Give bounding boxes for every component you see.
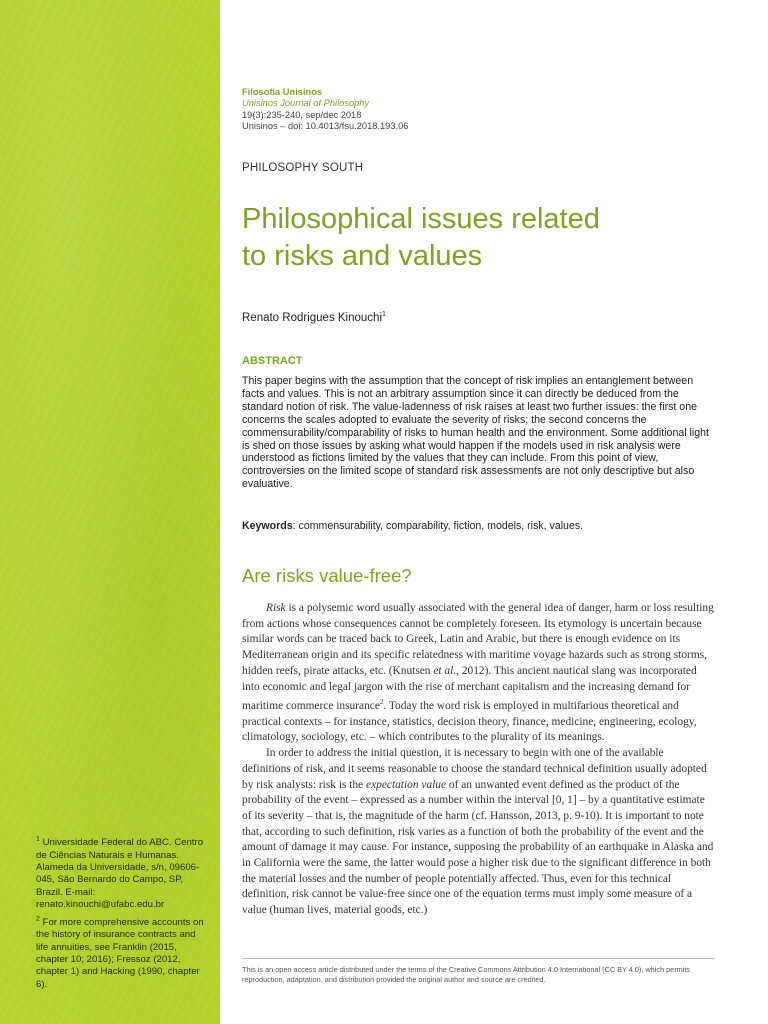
section-heading: Are risks value-free? bbox=[242, 565, 412, 586]
abstract-text: This paper begins with the assumption that the concept of risk implies an entanglement between facts and values. This is not an arbitrary assumption since it can directly be deduced from the standard notion of risk. The value-ladenness of risk raises at least two further issues: the first one concerns the scales adopted to evaluate the severity of risks; the second concerns the commensurability/comparability of risks to human health and the environment. Some additional light is shed on those issues by asking what would happen if the models used in risk analysis were understood as fictions limited by the values that they can include. From this point of view, controversies on the limited scope of standard risk assessments are not only descriptive but also evaluative. bbox=[242, 375, 709, 491]
paragraph-text: of an unwanted event defined as the product of the probability of the event – expressed as a number within the interval [0, 1] – by a quantitative estimate of its severity – that is, the magnitude of the harm (cf. Hansson, 2013, p. 9-10). It is important to note that, according to such definition, risk varies as a function of both the probability of the event and the amount of damage it may cause. For instance, supposing the probability of an earthquake in Alaska and in California were the same, the latter would pose a higher risk due to the significant difference in both the material losses and the number of people potentially affected. Thus, even for this technical definition, risk cannot be value-free since one of the equation terms must imply some measure of a value (human lives, material goods, etc.) bbox=[242, 778, 714, 917]
body-text bbox=[242, 601, 714, 919]
author-note-mark: 1 bbox=[382, 311, 386, 318]
sidebar-panel bbox=[0, 0, 220, 1024]
paragraph-1 bbox=[242, 601, 714, 746]
author-line bbox=[242, 311, 386, 324]
paragraph-text: ., 2012). This ancient nautical slang was incorporated into economic and legal jargon with the rise of merchant capitalism and the increasing demand for maritime commerce insurance bbox=[242, 664, 697, 713]
paragraph-2 bbox=[242, 746, 714, 919]
footnote-text: For more comprehensive accounts on the history of insurance contracts and life annuities, see Franklin (2015, chapter 10; 2016); Fressoz (2012, chapter 1) and Hacking (1990, chapter 6). bbox=[36, 916, 204, 990]
title-line-1: Philosophical issues related bbox=[242, 203, 600, 235]
article-title bbox=[242, 201, 712, 275]
journal-name: Filosofia Unisinos bbox=[242, 87, 323, 97]
italic-term: expectation value bbox=[366, 778, 447, 791]
footnote-ref: 2 bbox=[379, 698, 384, 707]
footnotes bbox=[36, 834, 204, 993]
paragraph-text: . Today the word risk is employed in multifarious theoretical and practical contexts – for instance, statistics, decision theory, finance, medicine, engineering, ecology, climatology, sociology, etc. – which contributes to the plurality of its meanings. bbox=[242, 700, 697, 744]
journal-issue: 19(3):235-240, sep/dec 2018 bbox=[242, 109, 362, 120]
footnote-text: Universidade Federal do ABC. Centro de Ciências Naturais e Humanas. Alameda da Universidade, s/n, 09606-045, São Bernardo do Campo, SP, Brazil. E-mail: renato.kinouchi@ufabc.edu.br bbox=[36, 837, 204, 911]
keywords-values: : commensurability, comparability, fiction, models, risk, values. bbox=[292, 520, 584, 532]
paragraph-text: is a polysemic word usually associated with the general idea of danger, harm or loss resulting from actions whose consequences cannot be completely foreseen. Its etymology is uncertain because similar words can be traced back to Greek, Latin and Arabic, but there is enough evidence on its Mediterranean origin and its specific relatedness with maritime voyage hazards such as strong storms, hidden reefs, pirate attacks, etc. (Knutsen bbox=[242, 602, 714, 677]
author-name: Renato Rodrigues Kinouchi bbox=[242, 311, 383, 324]
footnote-1 bbox=[36, 834, 204, 912]
footnote-mark: 1 bbox=[36, 836, 40, 843]
paragraph-text: In order to address the initial question, it is necessary to begin with one of the available definitions of risk, and it seems reasonable to choose the standard technical definition usually adopted by risk analysts: risk is the bbox=[242, 747, 707, 791]
abstract-heading: ABSTRACT bbox=[242, 355, 303, 367]
footnote-2 bbox=[36, 914, 204, 992]
journal-subtitle: Unisinos Journal of Philosophy bbox=[242, 98, 370, 109]
italic-term: et al bbox=[433, 664, 454, 677]
journal-info bbox=[242, 87, 408, 133]
journal-doi: Unisinos – doi: 10.4013/fsu.2018.193.06 bbox=[242, 121, 409, 132]
license-notice: This is an open access article distributed under the terms of the Creative Commons Attribution 4.0 International (CC BY 4.0), which permits reproduction, adaptation, and distribution provided the original author and source are credited. bbox=[242, 965, 691, 985]
license-divider bbox=[242, 958, 714, 959]
footnote-mark: 2 bbox=[36, 915, 40, 923]
keywords bbox=[242, 520, 583, 532]
title-line-2: to risks and values bbox=[242, 240, 483, 272]
italic-term: Risk bbox=[266, 602, 286, 614]
section-label: PHILOSOPHY SOUTH bbox=[242, 162, 364, 174]
keywords-label: Keywords bbox=[242, 520, 293, 532]
